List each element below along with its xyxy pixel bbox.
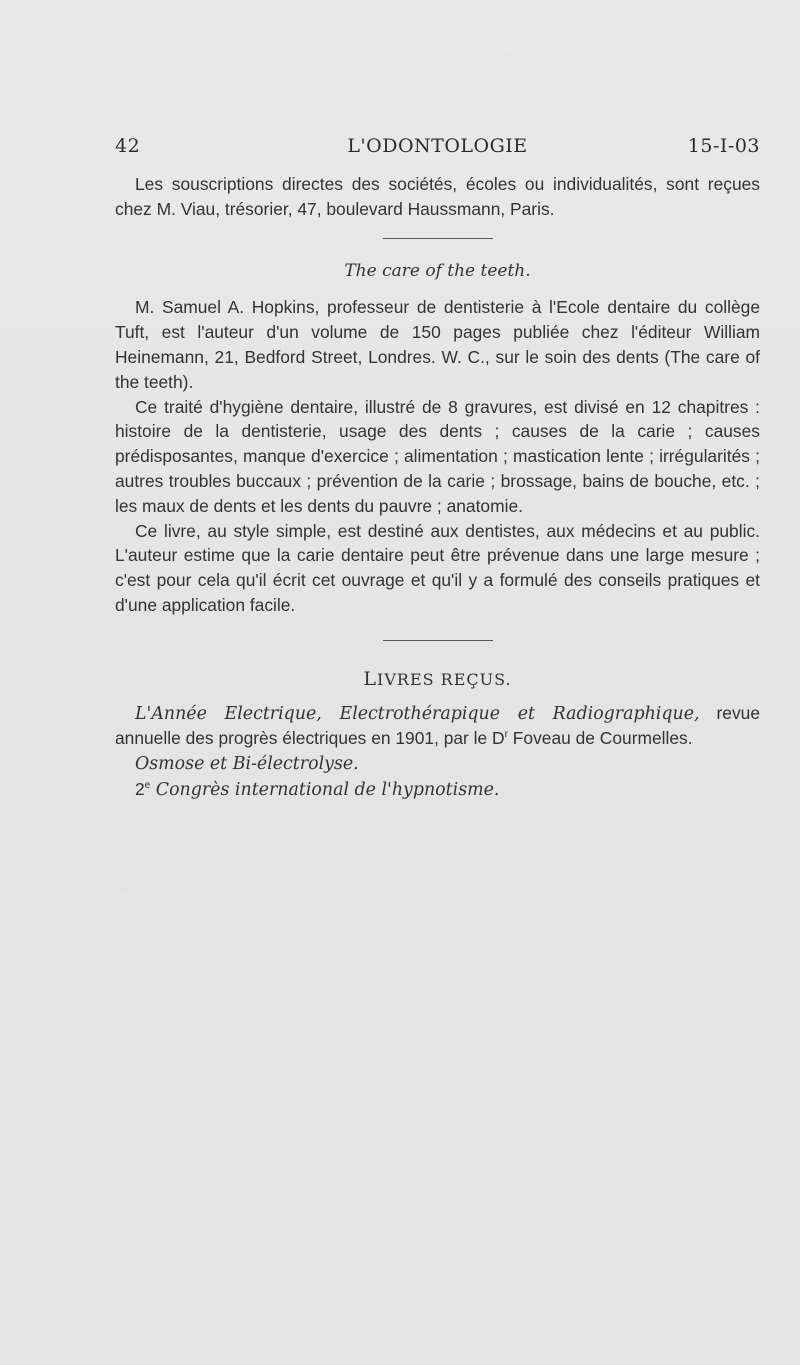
ordinal: 2 [135, 778, 145, 799]
book-entry [115, 777, 760, 803]
page-number: 42 [115, 135, 141, 157]
article-title: The care of the teeth. [344, 260, 531, 281]
article-paragraph: Ce livre, au style simple, est destiné aux dentistes, aux médecins et au public. L'auteur estime que la carie dentaire peut être prévenue dans une large mesure ; c'est pour cela qu'il écrit cet ouvrage et qu'il y a formulé des conseils pratiques et d'une application facile. [115, 520, 760, 615]
running-header [115, 135, 760, 159]
subscription-paragraph: Les souscriptions directes des sociétés, écoles ou individualités, sont reçues chez M. Viau, trésorier, 47, boulevard Haussmann, Paris. [115, 174, 760, 219]
article-paragraph: M. Samuel A. Hopkins, professeur de dentisterie à l'Ecole dentaire du collège Tuft, est l'auteur d'un volume de 150 pages publiée chez l'éditeur William Heinemann, 21, Bedford Street, Londres. W. C., sur le soin des dents (The care of the teeth). [115, 297, 760, 392]
book-entry [115, 701, 760, 752]
heading-rest: IVRES REÇUS. [377, 669, 512, 689]
superscript: r [504, 729, 508, 741]
section-divider [383, 640, 493, 641]
superscript: e [144, 780, 151, 792]
page-body [115, 172, 760, 803]
book-title: L'Année Electrique, Electrothérapique et Radiographique, [135, 703, 700, 724]
article-paragraph: Ce traité d'hygiène dentaire, illustré de 8 gravures, est divisé en 12 chapitres : histoire de la dentisterie, usage des dents ; causes de la carie ; causes prédisposantes, manque d'exercice ; alimentation ; mastication lente ; irrégularités ; autres troubles buccaux ; prévention de la carie ; brossage, bains de bouche, etc. ; les maux de dents et les dents du pauvre ; anatomie. [115, 396, 760, 516]
heading-initial: L [363, 667, 378, 690]
book-description: revue annuelle des progrès électriques en 1901, par le D [115, 702, 760, 749]
book-title: Congrès international de l'hypnotisme. [150, 779, 500, 800]
issue-date: 15-I-03 [687, 135, 760, 157]
running-title: L'ODONTOLOGIE [347, 135, 528, 157]
book-description-end: Foveau de Courmelles. [507, 728, 693, 749]
book-entry [115, 751, 760, 777]
books-received-heading [115, 667, 760, 693]
section-divider [383, 238, 493, 239]
book-title: Osmose et Bi-électrolyse. [135, 754, 359, 775]
